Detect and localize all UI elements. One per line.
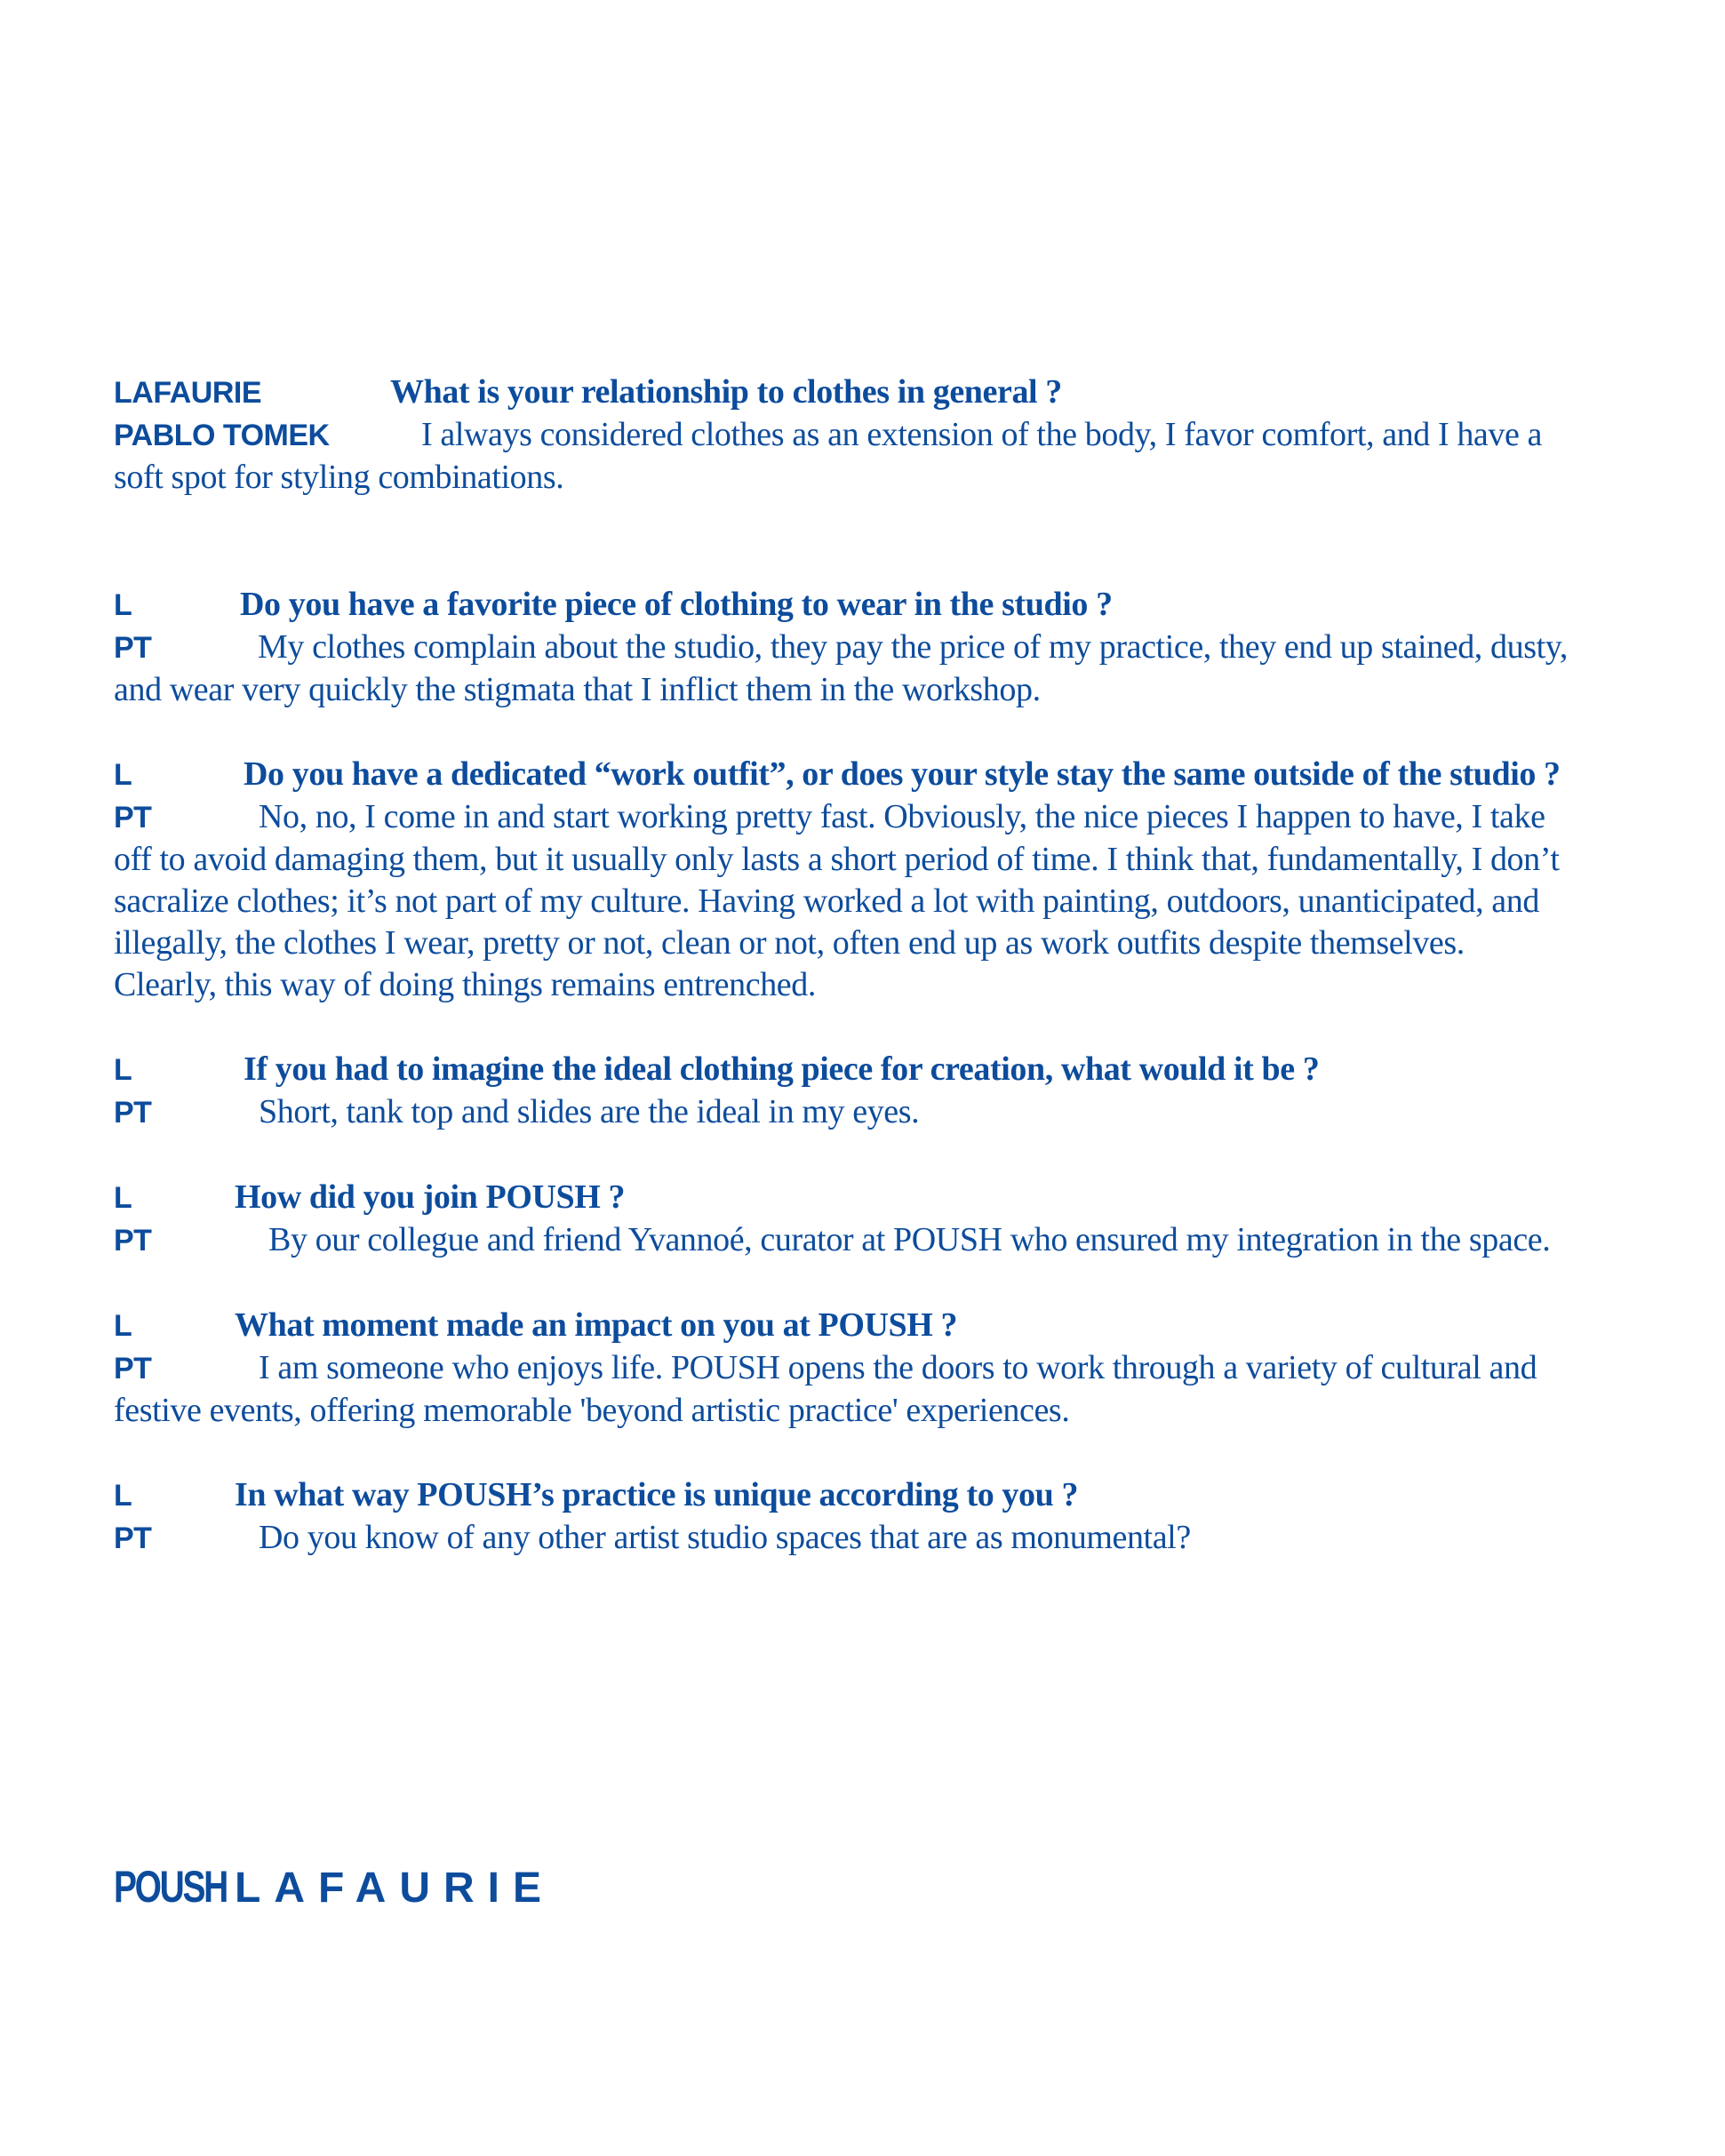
answer-line [114,1091,1571,1134]
qa-block [114,371,1571,499]
qa-block [114,1049,1571,1134]
answer-line [114,1517,1571,1560]
answer-text: Short, tank top and slides are the ideal in my eyes. [259,1093,920,1130]
question-text: Do you have a dedicated “work outfit”, or does your style stay the same outside of the studio ? [244,755,1561,793]
question-text: In what way POUSH’s practice is unique according to you ? [235,1476,1079,1513]
respondent-label: PT [114,1096,152,1130]
interviewer-label: L [114,1053,132,1087]
answer-line [114,796,1571,1006]
answer-text: I always considered clothes as an extension of the body, I favor comfort, and I have a soft spot for styling combinations. [114,416,1543,496]
question-text: What is your relationship to clothes in general ? [390,373,1062,411]
answer-text: Do you know of any other artist studio spaces that are as monumental? [259,1519,1191,1556]
interviewer-label: L [114,588,132,622]
answer-line [114,627,1571,711]
question-text: What moment made an impact on you at POUSH ? [235,1306,958,1344]
interviewer-label: L [114,758,132,792]
question-text: Do you have a favorite piece of clothing to wear in the studio ? [240,586,1113,623]
qa-block [114,1305,1571,1432]
interviewer-label: L [114,1309,132,1343]
respondent-label: PT [114,631,152,665]
footer-logo [114,1862,555,1912]
qa-block [114,1474,1571,1560]
qa-block [114,754,1571,1006]
answer-text: My clothes complain about the studio, they pay the price of my practice, they end up stained, dusty, and wear very quickly the stigmata that I inflict them in the workshop. [114,628,1568,708]
answer-line [114,1347,1571,1432]
answer-line [114,1219,1571,1262]
interview-body [114,371,1571,1560]
respondent-label: PT [114,801,152,834]
respondent-label: PT [114,1521,152,1555]
question-line [114,1177,1571,1219]
interviewer-label: L [114,1181,132,1215]
question-line [114,1474,1571,1517]
question-line [114,1305,1571,1347]
question-line [114,1049,1571,1091]
answer-text: No, no, I come in and start working pretty fast. Obviously, the nice pieces I happen to have, I take off to avoid damaging them, but it usually only lasts a short period of time. I think that, fundamentally, I don’t sacralize clothes; it’s not part of my culture. Having worked a lot with painting, outdoors, unanticipated, and illegally, the clothes I wear, pretty or not, clean or not, often end up as work outfits despite themselves. Clearly, this way of doing things remains entrenched. [114,798,1560,1003]
poush-logo: POUSH [114,1862,227,1912]
question-line [114,584,1571,627]
question-text: How did you join POUSH ? [235,1178,626,1216]
question-line [114,754,1571,796]
question-text: If you had to imagine the ideal clothing piece for creation, what would it be ? [244,1050,1320,1088]
qa-block [114,1177,1571,1262]
qa-block [114,584,1571,711]
lafaurie-logo: LAFAURIE [235,1865,555,1912]
respondent-label: PT [114,1224,152,1258]
question-line [114,371,1571,414]
interviewer-label: LAFAURIE [114,376,261,410]
answer-text: I am someone who enjoys life. POUSH opens the doors to work through a variety of cultural and festive events, offering memorable 'beyond artistic practice' experiences. [114,1349,1537,1429]
answer-line [114,414,1571,499]
interviewer-label: L [114,1479,132,1513]
respondent-label: PT [114,1352,152,1385]
answer-text: By our collegue and friend Yvannoé, curator at POUSH who ensured my integration in the space. [268,1221,1551,1258]
respondent-label: PABLO TOMEK [114,419,330,452]
